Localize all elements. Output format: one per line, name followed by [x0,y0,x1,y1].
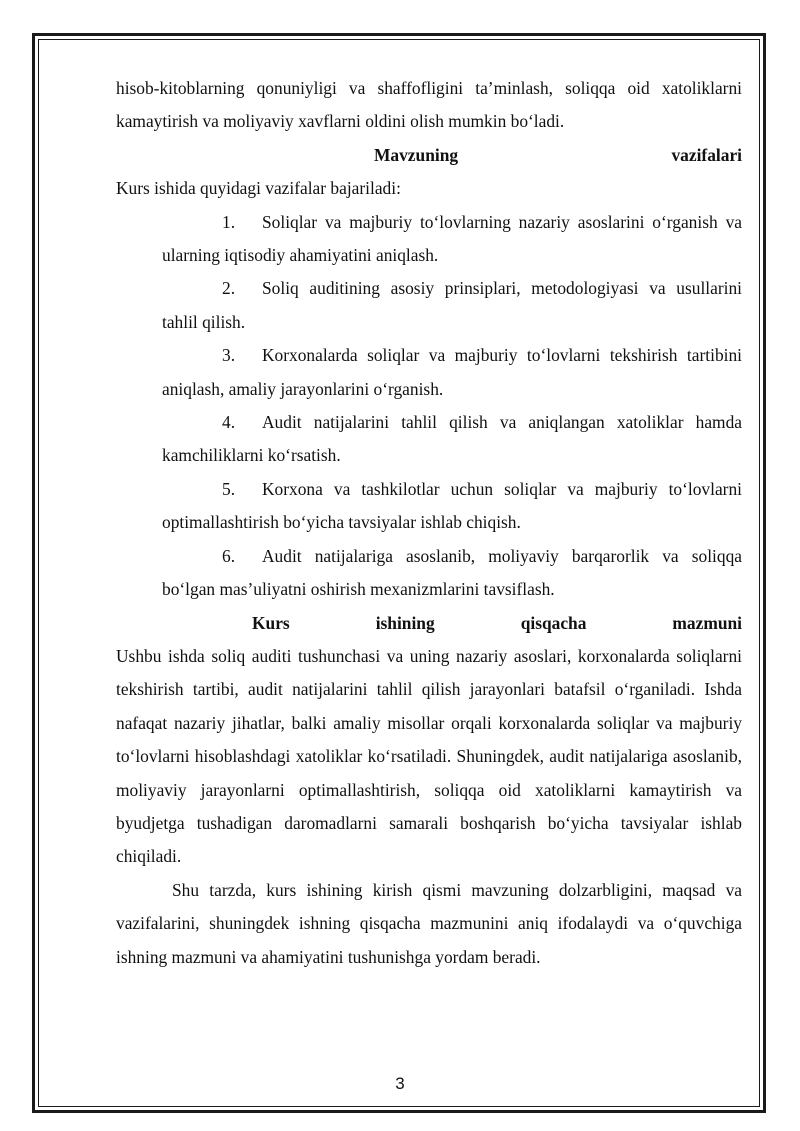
task-number: 4. [222,412,236,433]
tasks-list [116,206,742,607]
summary-heading: Kurs ishining qisqacha mazmuni [252,612,742,633]
page-content [116,72,742,974]
task-text: Soliqlar va majburiy to‘lovlarning nazariy asoslarini o‘rganish va ularning iqtisodiy ahamiyatini aniqlash. [162,211,742,266]
task-text: Korxonalarda soliqlar va majburiy to‘lovlarni tekshirish tartibini aniqlash, amaliy jarayonlarini o‘rganish. [162,345,742,399]
task-text: Audit natijalariga asoslanib, moliyaviy barqarorlik va soliqqa bo‘lgan mas’uliyatni oshirish mexanizmlarini tavsiflash. [162,545,742,600]
task-item-1 [116,206,742,273]
task-item-3 [116,339,742,406]
task-number: 2. [222,278,236,299]
task-text: Soliq auditining asosiy prinsiplari, metodologiyasi va usullarini tahlil qilish. [162,278,742,332]
task-text: Korxona va tashkilotlar uchun soliqlar va majburiy to‘lovlarni optimallashtirish bo‘yicha tavsiyalar ishlab chiqish. [162,478,742,533]
task-item-4 [116,406,742,473]
task-item-2 [116,272,742,339]
tasks-heading: Mavzuning vazifalari [374,144,742,165]
task-number: 5. [222,478,236,499]
intro-paragraph: hisob-kitoblarning qonuniyligi va shaffofligini ta’minlash, soliqqa oid xatoliklarni kamaytirish va moliyaviy xavflarni oldini olish mumkin bo‘ladi. [116,78,742,132]
task-item-5 [116,473,742,540]
task-number: 6. [222,545,236,566]
task-number: 3. [222,345,236,366]
page-number: 3 [395,1074,405,1093]
task-item-6 [116,540,742,607]
tasks-lead: Kurs ishida quyidagi vazifalar bajariladi: [116,178,401,199]
conclusion-paragraph: Shu tarzda, kurs ishining kirish qismi mavzuning dolzarbligini, maqsad va vazifalarini, shuningdek ishning qisqacha mazmunini aniq ifodalaydi va o‘quvchiga ishning mazmuni va ahamiyatini tushunishga yordam beradi. [116,879,742,967]
task-number: 1. [222,211,236,232]
summary-paragraph: Ushbu ishda soliq auditi tushunchasi va uning nazariy asoslari, korxonalarda soliqlarni tekshirish tartibi, audit natijalarini tahlil qilish jarayonlari batafsil o‘rganiladi. Ishda nafaqat nazariy jihatlar, balki amaliy misollar orqali korxonalarda soliqlar va majburiy to‘lovlarni hisoblashdagi xatoliklar ko‘rsatiladi. Shuningdek, audit natijalariga asoslanib, moliyaviy jarayonlarni optimallashtirish, soliqqa oid xatoliklarni kamaytirish va byudjetga tushadigan daromadlarni samarali boshqarish bo‘yicha tavsiyalar ishlab chiqiladi. [116,645,742,867]
task-text: Audit natijalarini tahlil qilish va aniqlangan xatoliklar hamda kamchiliklarni ko‘rsatish. [162,412,742,466]
